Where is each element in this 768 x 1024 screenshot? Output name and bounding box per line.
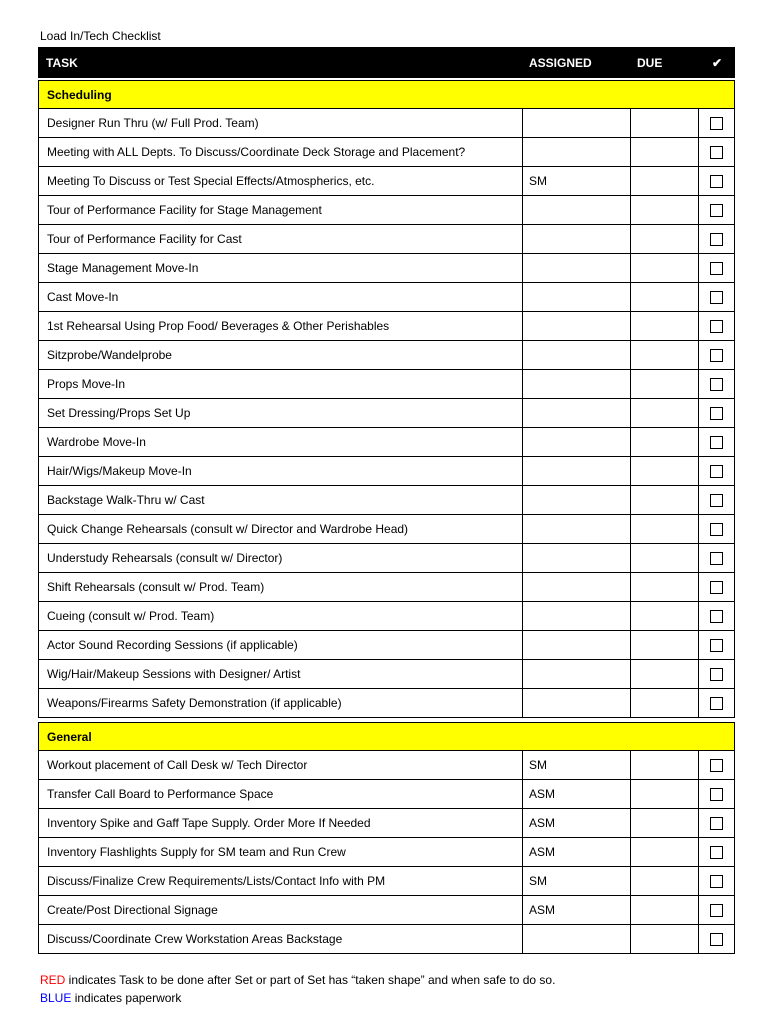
check-cell	[699, 486, 735, 515]
legend-blue-line	[40, 989, 555, 1007]
check-column-header: ✔	[711, 55, 723, 70]
check-cell	[699, 573, 735, 602]
assigned-cell[interactable]: ASM	[523, 896, 631, 925]
task-cell: Sitzprobe/Wandelprobe	[38, 341, 523, 370]
table-row	[38, 780, 735, 809]
table-row	[38, 689, 735, 718]
check-cell	[699, 544, 735, 573]
table-row	[38, 751, 735, 780]
table-body	[38, 80, 735, 954]
checkbox[interactable]	[710, 668, 723, 681]
due-cell[interactable]	[631, 167, 699, 196]
due-cell[interactable]	[631, 544, 699, 573]
table-row	[38, 602, 735, 631]
due-cell[interactable]	[631, 602, 699, 631]
table-row	[38, 515, 735, 544]
task-cell: Wardrobe Move-In	[38, 428, 523, 457]
assigned-cell[interactable]	[523, 225, 631, 254]
task-cell: Tour of Performance Facility for Stage Management	[38, 196, 523, 225]
table-row	[38, 660, 735, 689]
task-cell: Understudy Rehearsals (consult w/ Director)	[38, 544, 523, 573]
table-row	[38, 109, 735, 138]
checkbox[interactable]	[710, 320, 723, 333]
task-cell: Designer Run Thru (w/ Full Prod. Team)	[38, 109, 523, 138]
task-cell: Discuss/Finalize Crew Requirements/Lists/Contact Info with PM	[38, 867, 523, 896]
checkbox[interactable]	[710, 378, 723, 391]
checkbox[interactable]	[710, 175, 723, 188]
table-row	[38, 809, 735, 838]
assigned-cell[interactable]	[523, 660, 631, 689]
table-row	[38, 838, 735, 867]
table-row	[38, 896, 735, 925]
due-cell[interactable]	[631, 780, 699, 809]
legend-notes	[40, 971, 555, 1007]
assigned-cell[interactable]	[523, 370, 631, 399]
legend-red-line	[40, 971, 555, 989]
checkbox[interactable]	[710, 817, 723, 830]
check-cell	[699, 109, 735, 138]
assigned-cell[interactable]: ASM	[523, 780, 631, 809]
due-cell[interactable]	[631, 631, 699, 660]
assigned-cell[interactable]	[523, 602, 631, 631]
table-row	[38, 167, 735, 196]
check-cell	[699, 925, 735, 954]
check-cell	[699, 660, 735, 689]
check-cell	[699, 867, 735, 896]
assigned-cell[interactable]	[523, 196, 631, 225]
due-cell[interactable]	[631, 283, 699, 312]
assigned-cell[interactable]	[523, 457, 631, 486]
task-cell: Discuss/Coordinate Crew Workstation Areas Backstage	[38, 925, 523, 954]
task-cell: Workout placement of Call Desk w/ Tech Director	[38, 751, 523, 780]
check-cell	[699, 602, 735, 631]
legend-red-word: RED	[40, 973, 66, 987]
checkbox[interactable]	[710, 436, 723, 449]
task-cell: Meeting To Discuss or Test Special Effects/Atmospherics, etc.	[38, 167, 523, 196]
table-row	[38, 312, 735, 341]
checkbox[interactable]	[710, 523, 723, 536]
task-cell: Set Dressing/Props Set Up	[38, 399, 523, 428]
assigned-cell[interactable]: ASM	[523, 809, 631, 838]
table-row	[38, 225, 735, 254]
due-cell[interactable]	[631, 809, 699, 838]
assigned-cell[interactable]	[523, 486, 631, 515]
table-row	[38, 138, 735, 167]
task-cell: Inventory Flashlights Supply for SM team and Run Crew	[38, 838, 523, 867]
task-cell: Create/Post Directional Signage	[38, 896, 523, 925]
due-cell[interactable]	[631, 689, 699, 718]
checkbox[interactable]	[710, 262, 723, 275]
due-cell[interactable]	[631, 109, 699, 138]
due-cell[interactable]	[631, 660, 699, 689]
task-cell: Meeting with ALL Depts. To Discuss/Coordinate Deck Storage and Placement?	[38, 138, 523, 167]
assigned-cell[interactable]	[523, 689, 631, 718]
checklist-table	[38, 47, 735, 954]
due-cell[interactable]	[631, 341, 699, 370]
task-cell: Actor Sound Recording Sessions (if applicable)	[38, 631, 523, 660]
check-cell	[699, 370, 735, 399]
checkbox[interactable]	[710, 204, 723, 217]
checkbox[interactable]	[710, 494, 723, 507]
due-cell[interactable]	[631, 312, 699, 341]
legend-blue-text: indicates paperwork	[71, 991, 182, 1005]
due-cell[interactable]	[631, 225, 699, 254]
due-cell[interactable]	[631, 925, 699, 954]
check-cell	[699, 838, 735, 867]
assigned-cell[interactable]	[523, 138, 631, 167]
checkbox[interactable]	[710, 788, 723, 801]
section-header-general: General	[38, 722, 735, 751]
due-cell[interactable]	[631, 138, 699, 167]
task-cell: Inventory Spike and Gaff Tape Supply. Order More If Needed	[38, 809, 523, 838]
assigned-cell[interactable]	[523, 544, 631, 573]
table-row	[38, 925, 735, 954]
check-cell	[699, 428, 735, 457]
task-cell: Transfer Call Board to Performance Space	[38, 780, 523, 809]
table-row	[38, 631, 735, 660]
due-cell[interactable]	[631, 428, 699, 457]
legend-red-text: indicates Task to be done after Set or part of Set has “taken shape” and when safe to do so.	[65, 973, 556, 987]
assigned-cell[interactable]: SM	[523, 867, 631, 896]
check-cell	[699, 515, 735, 544]
table-row	[38, 283, 735, 312]
due-cell[interactable]	[631, 196, 699, 225]
task-cell: Hair/Wigs/Makeup Move-In	[38, 457, 523, 486]
checkbox[interactable]	[710, 610, 723, 623]
checkbox[interactable]	[710, 904, 723, 917]
assigned-cell[interactable]	[523, 254, 631, 283]
due-cell[interactable]	[631, 457, 699, 486]
due-cell[interactable]	[631, 573, 699, 602]
assigned-cell[interactable]	[523, 341, 631, 370]
task-cell: Tour of Performance Facility for Cast	[38, 225, 523, 254]
table-row	[38, 254, 735, 283]
due-column-header: DUE	[637, 55, 663, 70]
check-cell	[699, 896, 735, 925]
check-cell	[699, 631, 735, 660]
assigned-cell[interactable]	[523, 312, 631, 341]
checkbox[interactable]	[710, 117, 723, 130]
checkbox[interactable]	[710, 697, 723, 710]
assigned-cell[interactable]: SM	[523, 167, 631, 196]
assigned-column-header: ASSIGNED	[529, 55, 592, 70]
task-cell: Shift Rehearsals (consult w/ Prod. Team)	[38, 573, 523, 602]
check-cell	[699, 457, 735, 486]
task-cell: Weapons/Firearms Safety Demonstration (if applicable)	[38, 689, 523, 718]
check-cell	[699, 809, 735, 838]
checkbox[interactable]	[710, 552, 723, 565]
checkbox[interactable]	[710, 846, 723, 859]
checkbox[interactable]	[710, 933, 723, 946]
checkbox[interactable]	[710, 291, 723, 304]
check-cell	[699, 312, 735, 341]
check-cell	[699, 254, 735, 283]
check-cell	[699, 399, 735, 428]
task-cell: Wig/Hair/Makeup Sessions with Designer/ Artist	[38, 660, 523, 689]
task-cell: Backstage Walk-Thru w/ Cast	[38, 486, 523, 515]
table-row	[38, 341, 735, 370]
due-cell[interactable]	[631, 370, 699, 399]
check-cell	[699, 167, 735, 196]
table-row	[38, 196, 735, 225]
due-cell[interactable]	[631, 838, 699, 867]
check-cell	[699, 751, 735, 780]
task-cell: Quick Change Rehearsals (consult w/ Director and Wardrobe Head)	[38, 515, 523, 544]
checkbox[interactable]	[710, 146, 723, 159]
table-row	[38, 486, 735, 515]
table-row	[38, 399, 735, 428]
task-cell: 1st Rehearsal Using Prop Food/ Beverages & Other Perishables	[38, 312, 523, 341]
task-cell: Cast Move-In	[38, 283, 523, 312]
table-row	[38, 370, 735, 399]
assigned-cell[interactable]	[523, 573, 631, 602]
checkbox[interactable]	[710, 759, 723, 772]
assigned-cell[interactable]	[523, 515, 631, 544]
check-cell	[699, 780, 735, 809]
table-row	[38, 428, 735, 457]
assigned-cell[interactable]	[523, 109, 631, 138]
due-cell[interactable]	[631, 867, 699, 896]
due-cell[interactable]	[631, 486, 699, 515]
checkbox[interactable]	[710, 875, 723, 888]
check-cell	[699, 225, 735, 254]
table-row	[38, 867, 735, 896]
assigned-cell[interactable]	[523, 428, 631, 457]
due-cell[interactable]	[631, 515, 699, 544]
check-cell	[699, 689, 735, 718]
due-cell[interactable]	[631, 254, 699, 283]
section-header-scheduling: Scheduling	[38, 80, 735, 109]
checkbox[interactable]	[710, 349, 723, 362]
checkbox[interactable]	[710, 639, 723, 652]
task-column-header: TASK	[46, 55, 78, 70]
checkbox[interactable]	[710, 233, 723, 246]
assigned-cell[interactable]: ASM	[523, 838, 631, 867]
due-cell[interactable]	[631, 751, 699, 780]
assigned-cell[interactable]	[523, 631, 631, 660]
table-row	[38, 457, 735, 486]
task-cell: Props Move-In	[38, 370, 523, 399]
checkbox[interactable]	[710, 407, 723, 420]
checkbox[interactable]	[710, 465, 723, 478]
assigned-cell[interactable]	[523, 399, 631, 428]
table-header	[38, 47, 735, 78]
assigned-cell[interactable]	[523, 283, 631, 312]
check-cell	[699, 196, 735, 225]
assigned-cell[interactable]	[523, 925, 631, 954]
assigned-cell[interactable]: SM	[523, 751, 631, 780]
task-cell: Cueing (consult w/ Prod. Team)	[38, 602, 523, 631]
table-row	[38, 573, 735, 602]
table-row	[38, 544, 735, 573]
check-cell	[699, 341, 735, 370]
check-cell	[699, 138, 735, 167]
check-cell	[699, 283, 735, 312]
due-cell[interactable]	[631, 399, 699, 428]
legend-blue-word: BLUE	[40, 991, 72, 1005]
task-cell: Stage Management Move-In	[38, 254, 523, 283]
due-cell[interactable]	[631, 896, 699, 925]
checkbox[interactable]	[710, 581, 723, 594]
document-title: Load In/Tech Checklist	[40, 29, 161, 43]
